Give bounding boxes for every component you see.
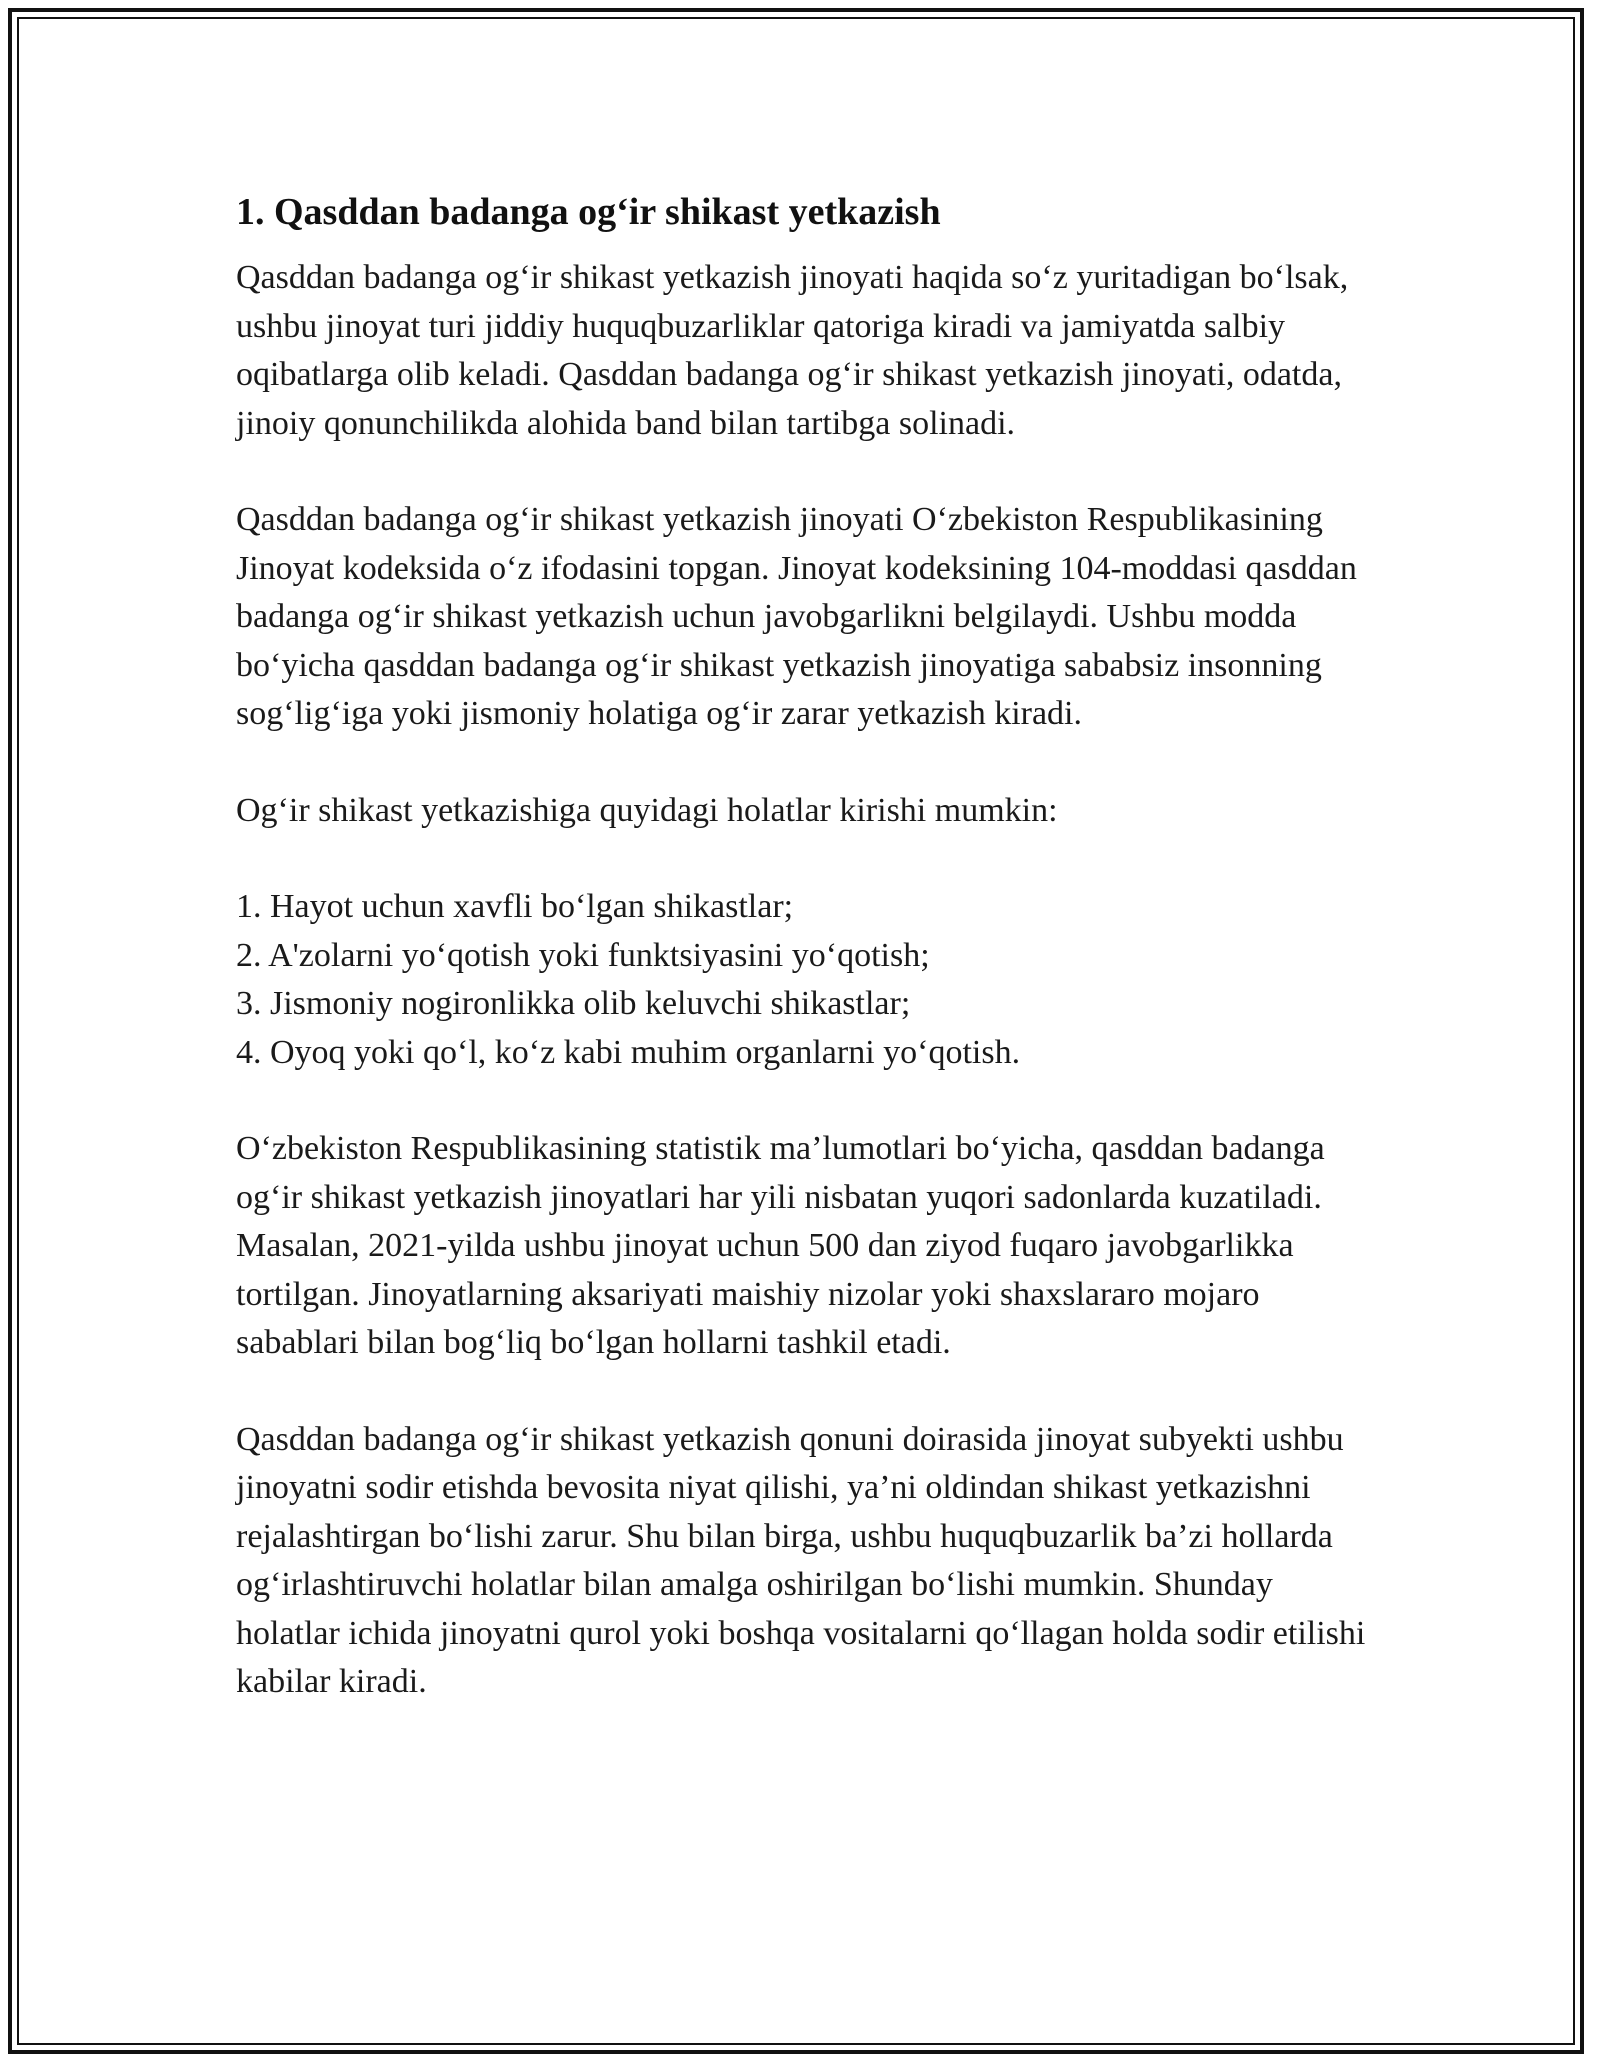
paragraph-list-intro: Og‘ir shikast yetkazishiga quyidagi holatlar kirishi mumkin:	[236, 791, 1058, 829]
list-item: 4. Oyoq yoki qo‘l, ko‘z kabi muhim organlarni yo‘qotish.	[236, 1033, 1021, 1071]
document-body	[236, 186, 1366, 1755]
paragraph-legal-basis: Qasddan badanga og‘ir shikast yetkazish jinoyati O‘zbekiston Respublikasining Jinoyat kodeksida o‘z ifodasini topgan. Jinoyat kodeksining 104-moddasi qasddan badanga og‘ir shikast yetkazish uchun javobgarlikni belgilaydi. Ushbu modda bo‘yicha qasddan badanga og‘ir shikast yetkazish jinoyatiga sababsiz insonning sog‘lig‘iga yoki jismoniy holatiga og‘ir zarar yetkazish kiradi.	[236, 501, 1357, 732]
paragraph-statistics: O‘zbekiston Respublikasining statistik ma’lumotlari bo‘yicha, qasddan badanga og‘ir shikast yetkazish jinoyatlari har yili nisbatan yuqori sadonlarda kuzatiladi. Masalan, 2021-yilda ushbu jinoyat uchun 500 dan ziyod fuqaro javobgarlikka tortilgan. Jinoyatlarning aksariyati maishiy nizolar yoki shaxslararo mojaro sabablari bilan bog‘liq bo‘lgan hollarni tashkil etadi.	[236, 1130, 1325, 1361]
injury-cases-list	[236, 883, 1366, 1077]
list-item: 1. Hayot uchun xavfli bo‘lgan shikastlar;	[236, 888, 794, 925]
paragraph-intro: Qasddan badanga og‘ir shikast yetkazish jinoyati haqida so‘z yuritadigan bo‘lsak, ushbu jinoyat turi jiddiy huquqbuzarliklar qatoriga kiradi va jamiyatda salbiy oqibatlarga olib keladi. Qasddan badanga og‘ir shikast yetkazish jinoyati, odatda, jinoiy qonunchilikda alohida band bilan tartibga solinadi.	[236, 259, 1349, 442]
list-item: 2. A'zolarni yo‘qotish yoki funktsiyasini yo‘qotish;	[236, 936, 930, 974]
document-title: 1. Qasddan badanga og‘ir shikast yetkazish	[236, 191, 941, 233]
paragraph-intent: Qasddan badanga og‘ir shikast yetkazish qonuni doirasida jinoyat subyekti ushbu jinoyatni sodir etishda bevosita niyat qilishi, ya’ni oldindan shikast yetkazishni rejalashtirgan bo‘lishi zarur. Shu bilan birga, ushbu huquqbuzarlik ba’zi hollarda og‘irlashtiruvchi holatlar bilan amalga oshirilgan bo‘lishi mumkin. Shunday holatlar ichida jinoyatni qurol yoki boshqa vositalarni qo‘llagan holda sodir etilishi kabilar kiradi.	[236, 1420, 1366, 1700]
list-item: 3. Jismoniy nogironlikka olib keluvchi shikastlar;	[236, 985, 911, 1022]
